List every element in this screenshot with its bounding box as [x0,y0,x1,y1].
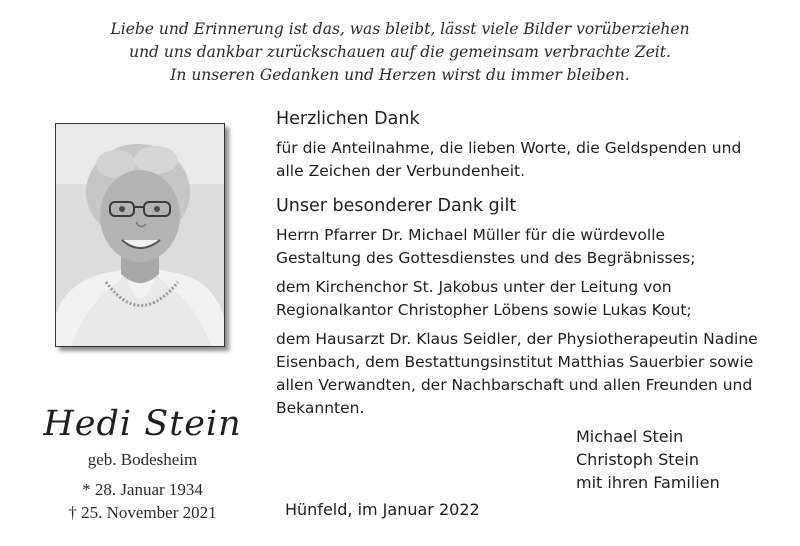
deceased-name: Hedi Stein [43,404,242,444]
memorial-motto [60,18,740,87]
signer-line: Christoph Stein [576,450,699,469]
thanks-heading: Herzlichen Dank [276,109,420,129]
birth-date: * 28. Januar 1934 [82,480,203,499]
death-date: † 25. November 2021 [68,503,217,522]
text-line: Gestaltung des Gottesdienstes und des Begräbnisses; [276,249,696,267]
signer-line: Michael Stein [576,427,684,446]
thanks-text [276,137,771,183]
maiden-name: geb. Bodesheim [87,450,198,469]
signer-line: mit ihren Familien [576,473,720,492]
text-line: allen Verwandten, der Nachbarschaft und allen Freunden und [276,376,753,394]
signers [576,425,776,494]
special-thanks-section [276,195,771,217]
place-and-date: Hünfeld, im Januar 2022 [285,500,480,519]
text-line: alle Zeichen der Verbundenheit. [276,162,526,180]
special-thanks-heading: Unser besonderer Dank gilt [276,196,517,216]
special-thanks-paragraph-1 [276,224,771,270]
portrait-photo [55,123,225,347]
text-line: Eisenbach, dem Bestattungsinstitut Matthias Sauerbier sowie [276,353,754,371]
motto-line: In unseren Gedanken und Herzen wirst du immer bleiben. [170,66,630,84]
text-line: dem Hausarzt Dr. Klaus Seidler, der Physiotherapeutin Nadine [276,330,758,348]
text-line: dem Kirchenchor St. Jakobus unter der Leitung von [276,278,672,296]
text-line: für die Anteilnahme, die lieben Worte, die Geldspenden und [276,139,742,157]
text-line: Herrn Pfarrer Dr. Michael Müller für die würdevolle [276,226,666,244]
motto-line: Liebe und Erinnerung ist das, was bleibt, lässt viele Bilder vorüberziehen [110,20,690,38]
motto-line: und uns dankbar zurückschauen auf die gemeinsam verbrachte Zeit. [129,43,671,61]
portrait-image [56,124,224,346]
special-thanks-paragraph-2 [276,276,771,322]
text-line: Bekannten. [276,399,365,417]
text-line: Regionalkantor Christopher Löbens sowie Lukas Kout; [276,301,692,319]
special-thanks-paragraph-3 [276,328,771,420]
thanks-section [276,108,771,130]
